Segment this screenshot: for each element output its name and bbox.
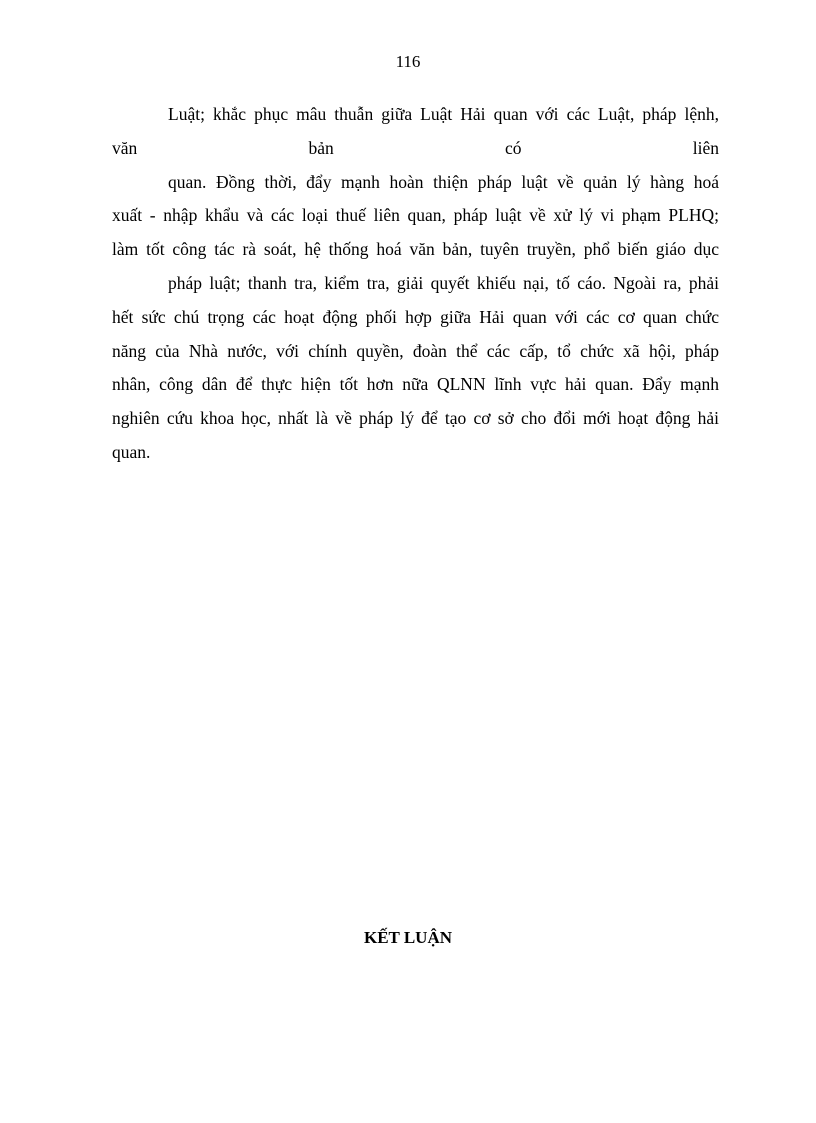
text-line: Luật; khắc phục mâu thuẫn giữa Luật Hải quan với các Luật, pháp lệnh, bbox=[168, 104, 719, 124]
text-line: quan. Đồng thời, đẩy mạnh hoàn thiện pháp luật về quản lý hàng hoá bbox=[168, 171, 719, 192]
text-line: pháp luật; thanh tra, kiểm tra, giải quyết khiếu nại, tố cáo. Ngoài ra, phải bbox=[168, 272, 719, 293]
text-line: xuất - nhập khẩu và các loại thuế liên quan, pháp luật về xử lý vi phạm PLHQ; bbox=[112, 205, 719, 226]
section-heading: KẾT LUẬN bbox=[363, 928, 452, 947]
body-paragraph bbox=[112, 98, 719, 470]
text-line: làm tốt công tác rà soát, hệ thống hoá văn bản, tuyên truyền, phổ biến giáo dục bbox=[112, 239, 719, 260]
text-line: nhân, công dân để thực hiện tốt hơn nữa QLNN lĩnh vực hải quan. Đẩy mạnh bbox=[112, 374, 719, 395]
text-line: hết sức chú trọng các hoạt động phối hợp giữa Hải quan với các cơ quan chức bbox=[112, 306, 719, 327]
text-line: nghiên cứu khoa học, nhất là về pháp lý để tạo cơ sở cho đổi mới hoạt động hải bbox=[112, 408, 719, 429]
text-line: năng của Nhà nước, với chính quyền, đoàn thể các cấp, tổ chức xã hội, pháp bbox=[112, 340, 719, 361]
text-line: quan. bbox=[112, 441, 151, 462]
text-line: văn bản có liên bbox=[112, 137, 719, 158]
page-number: 116 bbox=[395, 52, 421, 71]
